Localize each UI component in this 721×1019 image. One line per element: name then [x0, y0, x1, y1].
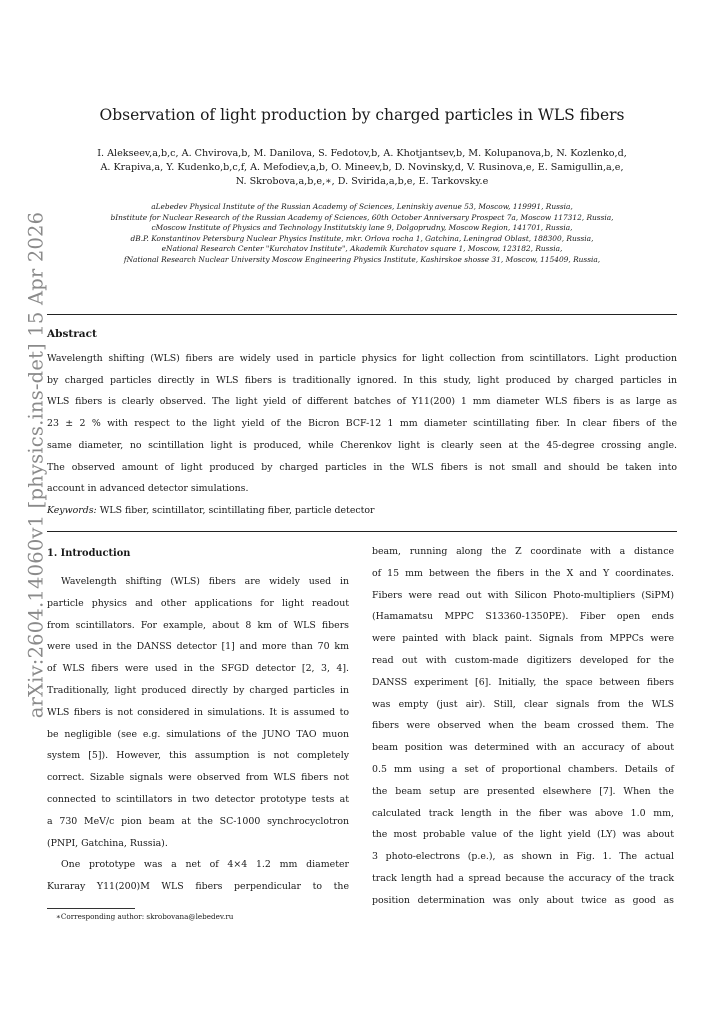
- body-line: fibers were observed when the beam crossed them. The: [372, 720, 674, 732]
- body-line: Kuraray Y11(200)M WLS fibers perpendicular to the: [47, 881, 349, 893]
- body-line: Traditionally, light produced directly by charged particles in: [47, 684, 349, 696]
- affiliation-line: eNational Research Center "Kurchatov Institute", Akademik Kurchatov square 1, Moscow, 123182, Russia,: [161, 244, 563, 254]
- abstract-bottom-rule: [47, 531, 677, 532]
- body-line: the most probable value of the light yield (LY) was about: [372, 829, 674, 841]
- abstract-line: The observed amount of light produced by charged particles in the WLS fibers is not small and should be taken into: [47, 461, 677, 473]
- keywords-label: Keywords:: [47, 505, 97, 516]
- body-line: read out with custom-made digitizers developed for the: [372, 654, 674, 666]
- affiliation-line: aLebedev Physical Institute of the Russian Academy of Sciences, Leninskiy avenue 53, Moscow, 119991, Russia,: [151, 202, 573, 211]
- left-column: [47, 547, 349, 898]
- body-line: WLS fibers is not considered in simulations. It is assumed to: [47, 706, 349, 718]
- body-line: a 730 MeV/c pion beam at the SC-1000 synchrocyclotron: [47, 815, 349, 827]
- affiliation-list: [47, 202, 677, 266]
- body-line: 0.5 mm using a set of proportional chambers. Details of: [372, 763, 674, 775]
- body-line: One prototype was a net of 4×4 1.2 mm diameter: [61, 859, 349, 871]
- body-line: was empty (just air). Still, clear signals from the WLS: [372, 698, 674, 710]
- affiliation-line: dB.P. Konstantinov Petersburg Nuclear Physics Institute, mkr. Orlova rocha 1, Gatchina, Leningrad Oblast, 188300, Russia,: [130, 233, 594, 243]
- keywords: [47, 505, 375, 516]
- section-heading: 1. Introduction: [47, 548, 131, 559]
- body-line: connected to scintillators in two detector prototype tests at: [47, 793, 349, 805]
- abstract-heading: Abstract: [47, 328, 97, 340]
- body-line: were used in the DANSS detector [1] and more than 70 km: [47, 641, 349, 653]
- affiliation-line: cMoscow Institute of Physics and Technology Institutskiy lane 9, Dolgoprudny, Moscow Region, 141701, Russia,: [151, 223, 573, 233]
- body-line: 3 photo-electrons (p.e.), as shown in Fig. 1. The actual: [372, 851, 674, 863]
- body-line: beam, running along the Z coordinate with a distance: [372, 546, 674, 557]
- abstract-line: Wavelength shifting (WLS) fibers are widely used in particle physics for light collection from scintillators. Light production: [47, 353, 677, 364]
- body-line: system [5]). However, this assumption is not completely: [47, 750, 349, 762]
- abstract-top-rule: [47, 314, 677, 315]
- abstract-line: WLS fibers is clearly observed. The light yield of different batches of Y11(200) 1 mm diameter WLS fibers is as large as: [47, 396, 677, 408]
- body-line: from scintillators. For example, about 8 km of WLS fibers: [47, 619, 349, 631]
- body-line: Wavelength shifting (WLS) fibers are widely used in: [61, 576, 349, 587]
- footnote-rule: [47, 908, 135, 909]
- right-column: [372, 541, 674, 912]
- body-line: calculated track length in the fiber was above 1.0 mm,: [372, 807, 674, 819]
- body-line: the beam setup are presented elsewhere [7]. When the: [372, 785, 674, 797]
- arxiv-stamp-text: arXiv:2604.14060v1 [physics.ins-det] 15 Apr 2026: [24, 211, 48, 719]
- body-line: beam position was determined with an accuracy of about: [372, 742, 674, 754]
- body-line: position determination was only about twice as good as: [372, 894, 674, 906]
- body-line: correct. Sizable signals were observed from WLS fibers not: [47, 772, 349, 784]
- affiliation-line: fNational Research Nuclear University Moscow Engineering Physics Institute, Kashirskoe shosse 31, Moscow, 115409, Russia,: [123, 254, 601, 264]
- abstract-line: same diameter, no scintillation light is produced, while Cherenkov light is clearly seen at the 45-degree crossing angle.: [47, 439, 677, 451]
- body-line: of WLS fibers were used in the SFGD detector [2, 3, 4].: [47, 663, 349, 675]
- abstract-line: by charged particles directly in WLS fibers is traditionally ignored. In this study, light produced by charged particles in: [47, 374, 677, 386]
- author-line: I. Alekseev,a,b,c, A. Chvirova,b, M. Danilova, S. Fedotov,b, A. Khotjantsev,b, M. Kolupanova,b, N. Kozlenko,d,: [97, 148, 627, 159]
- body-line: DANSS experiment [6]. Initially, the space between fibers: [372, 676, 674, 688]
- affiliation-line: bInstitute for Nuclear Research of the Russian Academy of Sciences, 60th October Anniversary Prospect 7a, Moscow 117312, Russia,: [110, 212, 614, 222]
- body-line: be negligible (see e.g. simulations of the JUNO TAO muon: [47, 728, 349, 740]
- abstract-body: [47, 348, 677, 500]
- body-line: particle physics and other applications for light readout: [47, 597, 349, 609]
- body-line: Fibers were read out with Silicon Photo-multipliers (SiPM): [372, 589, 674, 601]
- body-line: (PNPI, Gatchina, Russia).: [47, 837, 168, 849]
- abstract-line: 23 ± 2 % with respect to the light yield of the Bicron BCF-12 1 mm diameter scintillating fiber. In clear fibers of the: [47, 418, 677, 430]
- keywords-text: WLS fiber, scintillator, scintillating fiber, particle detector: [99, 505, 375, 516]
- author-line: N. Skrobova,a,b,e,∗, D. Svirida,a,b,e, E. Tarkovsky.e: [235, 176, 489, 187]
- body-line: (Hamamatsu MPPC S13360-1350PE). Fiber open ends: [372, 611, 674, 623]
- abstract-line: account in advanced detector simulations.: [47, 483, 249, 495]
- corresponding-author-footnote: ∗Corresponding author: skrobovana@lebedev.ru: [56, 912, 234, 921]
- author-line: A. Krapiva,a, Y. Kudenko,b,c,f, A. Mefodiev,a,b, O. Mineev,b, D. Novinsky,d, V. Rusinova,e, E. Samigullin,a,e,: [100, 162, 624, 173]
- paper-title: Observation of light production by charged particles in WLS fibers: [99, 106, 625, 124]
- body-line: of 15 mm between the fibers in the X and Y coordinates.: [372, 567, 674, 579]
- body-line: were painted with black paint. Signals from MPPCs were: [372, 633, 674, 645]
- author-list: [47, 147, 677, 189]
- body-line: track length had a spread because the accuracy of the track: [372, 872, 674, 884]
